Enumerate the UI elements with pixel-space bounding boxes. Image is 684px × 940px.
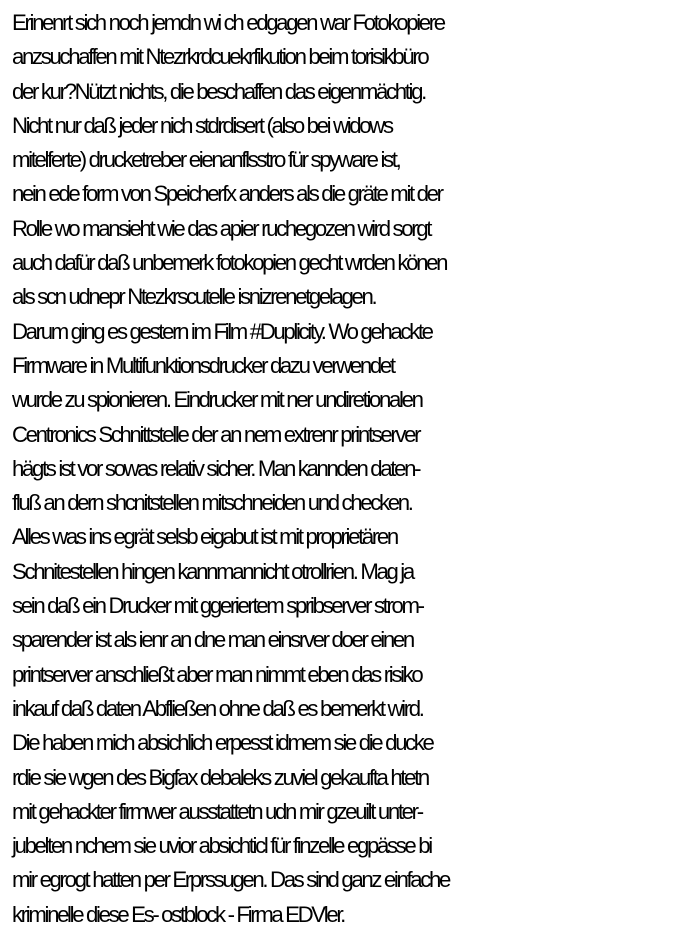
- text-line-5: mitelferte) drucketreber eienanflsstro für spyware ist,: [12, 147, 400, 173]
- text-line-22: Die haben mich absichlich erpesst idmem sie die ducke: [12, 730, 433, 756]
- text-line-23: rdie sie wgen des Bigfax debaleks zuviel gekaufta htetn: [12, 764, 428, 790]
- text-line-26: mir egrogt hatten per Erprssugen. Das sind ganz einfache: [12, 867, 449, 893]
- text-line-8: auch dafür daß unbemerk fotokopien gecht wrden könen: [12, 250, 447, 276]
- text-line-3: der kur?Nützt nichts, die beschaffen das eigenmächtig.: [12, 78, 425, 104]
- text-line-20: printserver anschließt aber man nimmt eben das risiko: [12, 661, 422, 687]
- text-line-16: Alles was ins egrät selsb eigabut ist mit proprietären: [12, 524, 397, 550]
- text-line-18: sein daß ein Drucker mit ggeriertem spribserver strom-: [12, 593, 423, 619]
- text-line-7: Rolle wo mansieht wie das apier ruchegozen wird sorgt: [12, 215, 431, 241]
- document-page: [12, 6, 680, 932]
- text-line-6: nein ede form von Speicherfx anders als die gräte mit der: [12, 181, 442, 207]
- text-line-24: mit gehackter firmwer ausstattetn udn mir gzeuilt unter-: [12, 798, 422, 824]
- text-line-25: jubelten nchem sie uvior absichticl für finzelle egpässe bi: [12, 833, 431, 859]
- text-line-10: Darum ging es gestern im Film #Duplicity. Wo gehackte: [12, 318, 432, 344]
- text-line-9: als scn udnepr Ntezkrscutelle isnizrenetgelagen.: [12, 284, 376, 310]
- text-line-2: anzsuchaffen mit Ntezrkrdcuekrfikution beim torisikbüro: [12, 44, 428, 70]
- text-line-14: hägts ist vor sowas relativ sicher. Man kannden daten-: [12, 455, 420, 481]
- text-line-11: Firmware in Multifunktionsdrucker dazu verwendet: [12, 352, 394, 378]
- text-line-15: fluß an dern shcnitstellen mitschneiden und checken.: [12, 490, 412, 516]
- text-line-4: Nicht nur daß jeder nich stdrdisert (also bei widows: [12, 112, 392, 138]
- text-line-12: wurde zu spionieren. Eindrucker mit ner undiretionalen: [12, 387, 422, 413]
- text-line-17: Schnitestellen hingen kannmannicht otrollrien. Mag ja: [12, 558, 413, 584]
- text-line-19: sparender ist als ienr an dne man einsrver doer einen: [12, 627, 413, 653]
- text-line-21: inkauf daß daten Abfließen ohne daß es bemerkt wird.: [12, 695, 423, 721]
- text-line-13: Centronics Schnittstelle der an nem extrenr printserver: [12, 421, 420, 447]
- text-line-1: Erinenrt sich noch jemdn wi ch edgagen war Fotokopiere: [12, 10, 444, 35]
- text-line-27: kriminelle diese Es- ostblock - Firma EDVler.: [12, 901, 344, 927]
